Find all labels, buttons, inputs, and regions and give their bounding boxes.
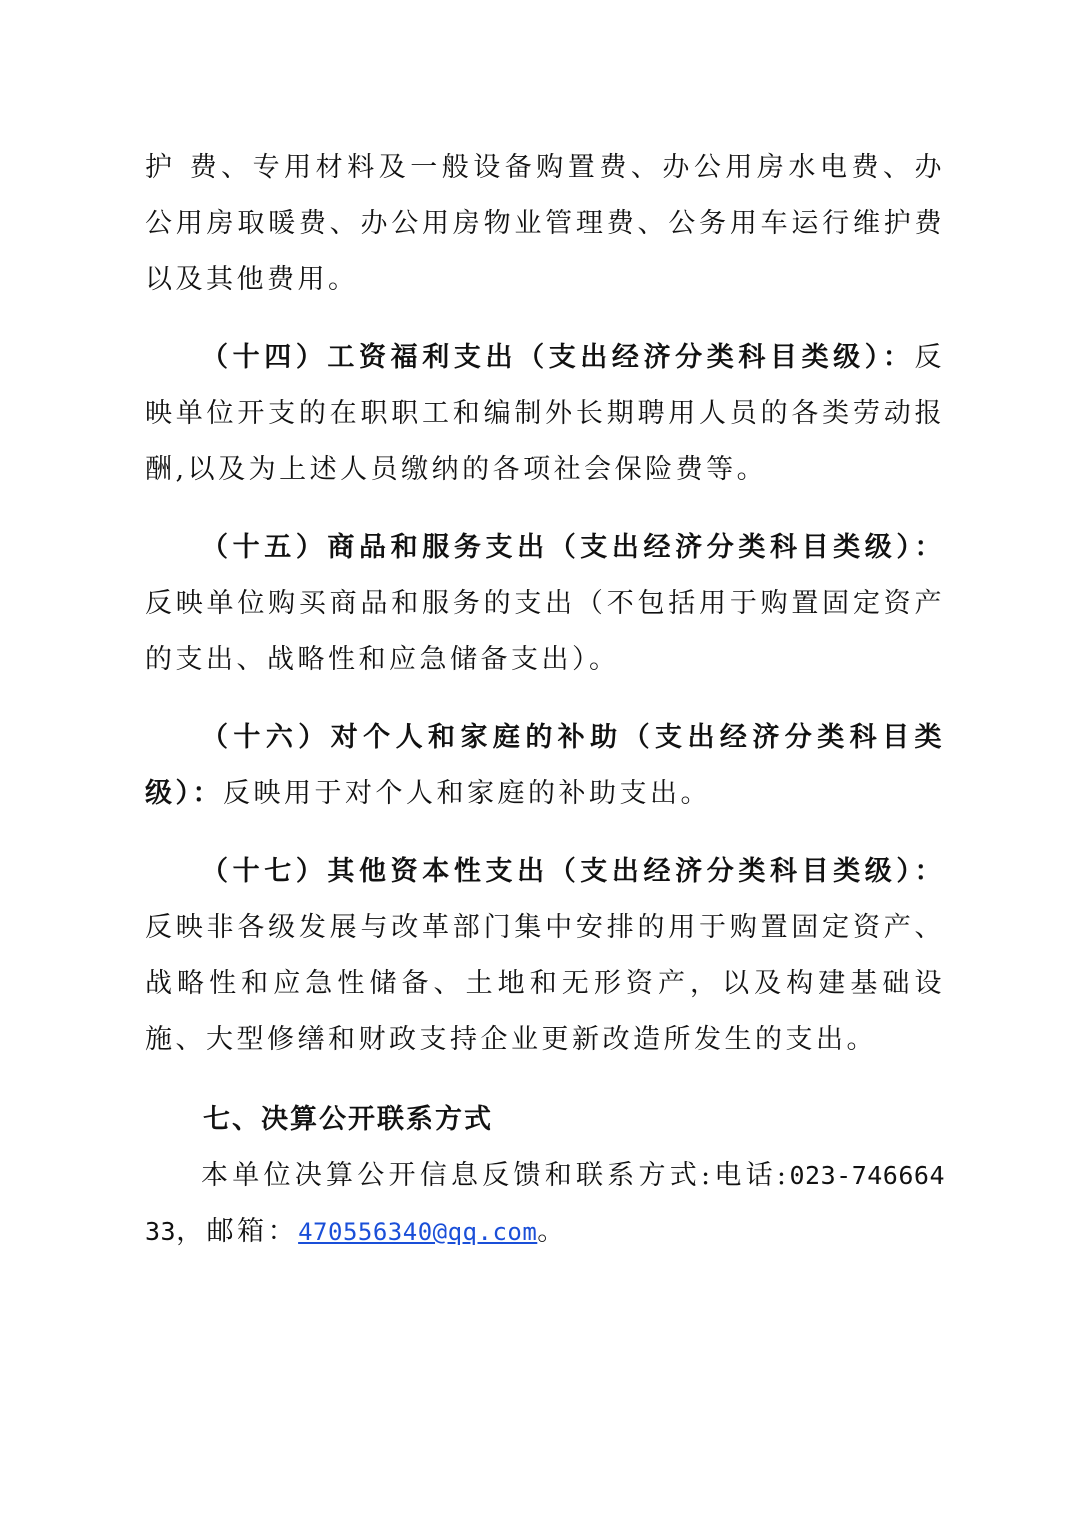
section-title: 七、决算公开联系方式: [203, 1104, 493, 1135]
contact-comma: ，: [176, 1216, 207, 1247]
intro-paragraph: 护 费、专用材料及一般设备购置费、办公用房水电费、办公用房取暖费、办公用房物业管理费、公务用车运行维护费以及其他费用。: [145, 152, 945, 295]
item-15-paragraph: [145, 520, 945, 688]
document-body: [145, 140, 945, 1260]
item-15-heading: （十五）商品和服务支出（支出经济分类科目类级）：: [201, 532, 945, 563]
item-14-text: 反映单位开支的在职职工和编制外长期聘用人员的各类劳动报酬,以及为上述人员缴纳的各项社会保险费等。: [145, 342, 945, 485]
contact-email-label: 邮箱：: [206, 1216, 299, 1247]
contact-prefix: 本单位决算公开信息反馈和联系方式:电话:: [201, 1160, 790, 1191]
item-14-heading: （十四）工资福利支出（支出经济分类科目类级）：: [201, 342, 915, 373]
item-17-paragraph: [145, 844, 945, 1068]
contact-email-link[interactable]: 470556340@qq.com: [298, 1218, 538, 1246]
contact-end: 。: [537, 1216, 568, 1247]
item-15-text: 反映单位购买商品和服务的支出（不包括用于购置固定资产的支出、战略性和应急储备支出）。: [145, 588, 945, 675]
item-17-heading: （十七）其他资本性支出（支出经济分类科目类级）：: [201, 856, 945, 887]
item-16-text: 反映用于对个人和家庭的补助支出。: [223, 778, 711, 809]
contact-paragraph: [145, 1148, 945, 1260]
item-16-heading: （十六）对个人和家庭的补助（支出经济分类科目类级）：: [145, 722, 945, 809]
item-17-text: 反映非各级发展与改革部门集中安排的用于购置固定资产、战略性和应急性储备、土地和无形资产，以及构建基础设施、大型修缮和财政支持企业更新改造所发生的支出。: [145, 912, 945, 1055]
item-14-paragraph: [145, 330, 945, 498]
item-16-paragraph: [145, 710, 945, 822]
contact-phone: 023-74666433: [145, 1161, 945, 1246]
